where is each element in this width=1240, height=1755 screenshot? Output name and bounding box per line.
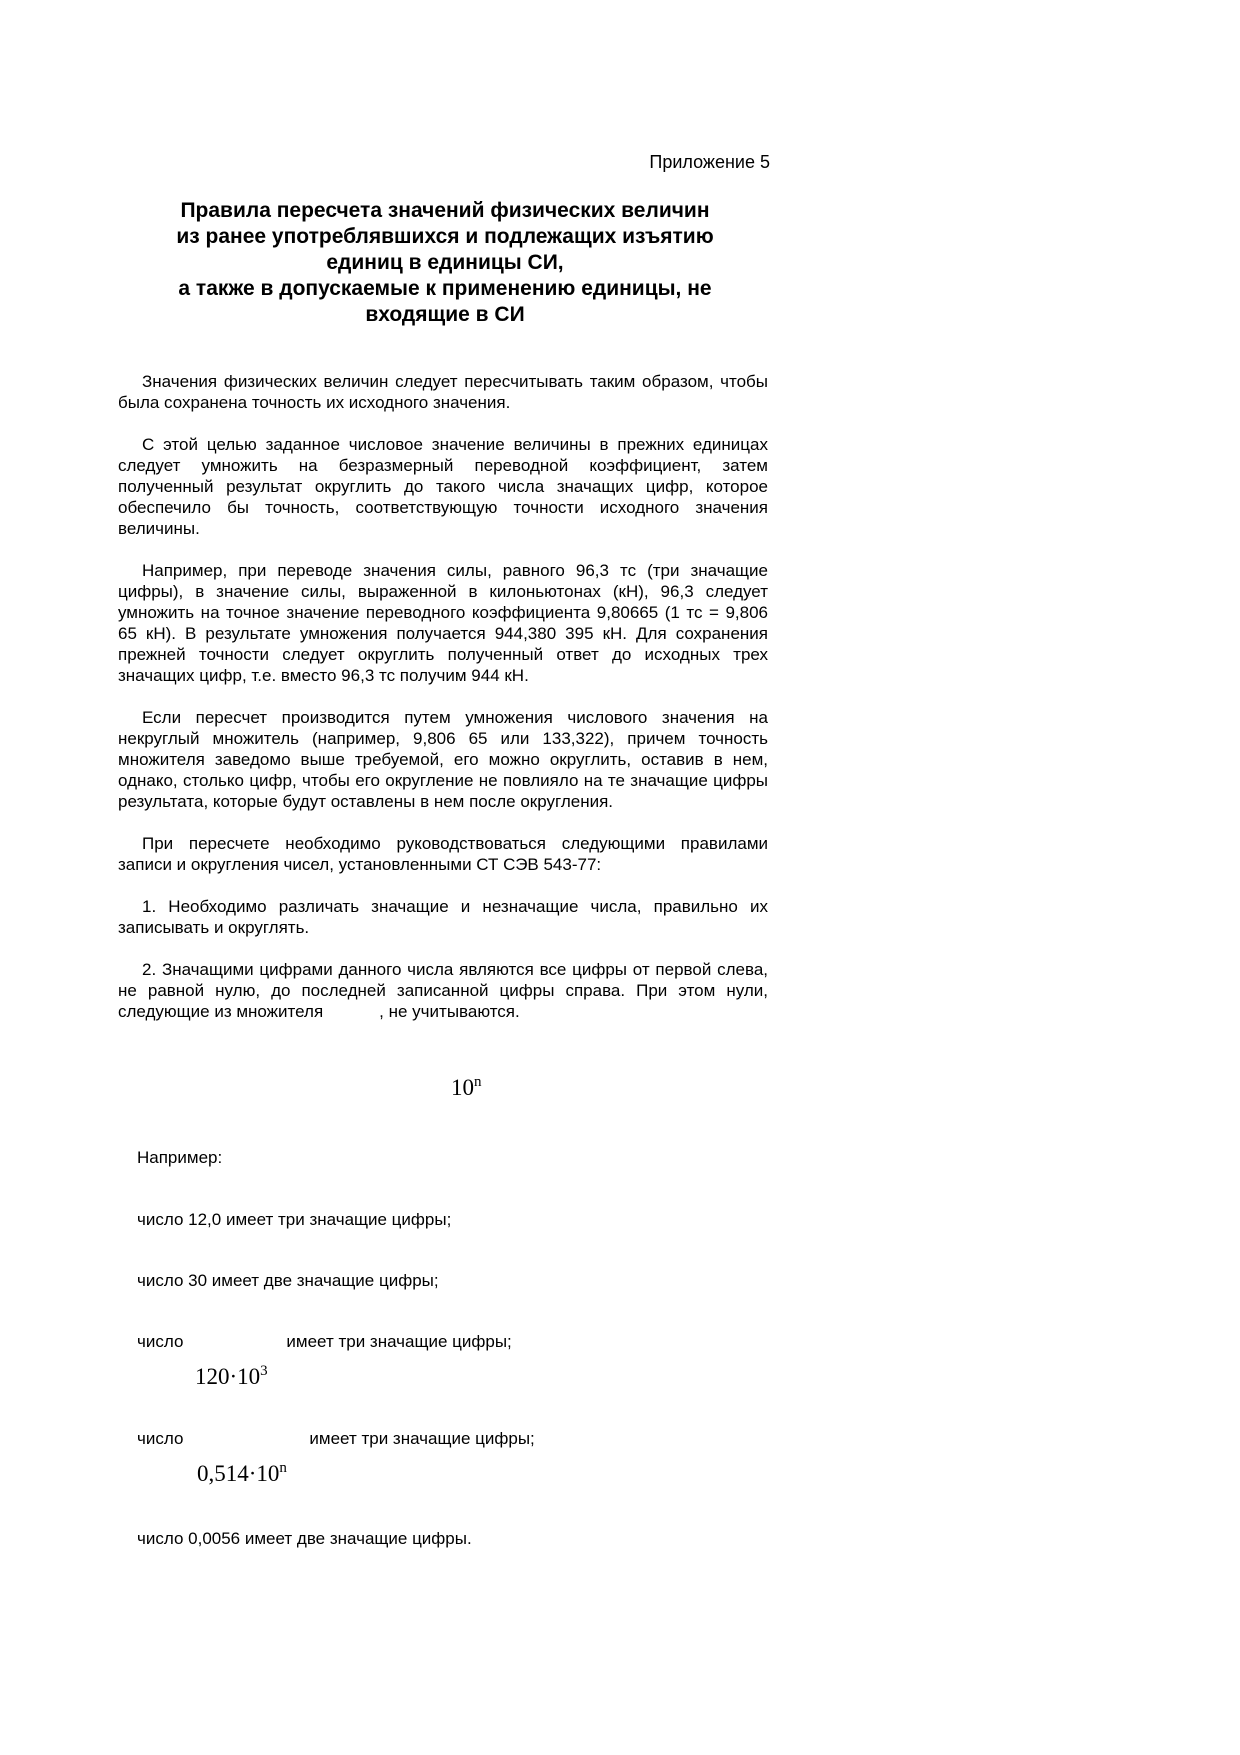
paragraph-rule-2	[118, 959, 768, 1022]
example-line: число 30 имеет две значащие цифры;	[137, 1271, 439, 1290]
example-line: число имеет три значащие цифры;	[137, 1429, 535, 1448]
example-line: число 0,0056 имеет две значащие цифры.	[137, 1529, 472, 1548]
document-body	[118, 371, 768, 1043]
paragraph: Например, при переводе значения силы, равного 96,3 тс (три значащие цифры), в значение силы, выраженной в килоньютонах (кН), 96,3 следует умножить на точное значение переводного коэффициента 9,80665 (1 тс = 9,806 65 кН). В результате умножения получается 944,380 395 кН. Для сохранения прежней точности следует округлить полученный ответ до исходных трех значащих цифр, т.е. вместо 96,3 тс получим 944 кН.	[118, 561, 768, 685]
examples-intro: Например:	[137, 1148, 223, 1167]
example-formula: $0,514\cdot 10^n$	[197, 1460, 287, 1486]
title-line: единиц в единицы СИ,	[326, 251, 564, 274]
paragraph: С этой целью заданное числовое значение величины в прежних единицах следует умножить на безразмерный переводной коэффициент, затем полученный результат округлить до такого числа значащих цифр, которое обеспечило бы точность, соответствующую точности исходного значения величины.	[118, 435, 768, 538]
power-of-ten-formula: 10$^n$	[451, 1074, 482, 1100]
example-line: число имеет три значащие цифры;	[137, 1332, 512, 1351]
paragraph: Значения физических величин следует пересчитывать таким образом, чтобы была сохранена точность их исходного значения.	[118, 372, 768, 412]
title-line: а также в допускаемые к применению единицы, не	[178, 277, 712, 300]
title-line: Правила пересчета значений физических величин	[180, 199, 710, 222]
rule2-text: 2. Значащими цифрами данного числа являются все цифры от первой слева, не равной нулю, до последней записанной цифры справа. При этом нули, следующие из множителя	[118, 960, 768, 1021]
paragraph: 1. Необходимо различать значащие и незначащие числа, правильно их записывать и округлять.	[118, 897, 768, 937]
title-line: из ранее употреблявшихся и подлежащих изъятию	[176, 225, 714, 248]
title-line: входящие в СИ	[365, 303, 525, 326]
example-line: число 12,0 имеет три значащие цифры;	[137, 1210, 452, 1229]
paragraph: При пересчете необходимо руководствоваться следующими правилами записи и округления чисел, установленными СТ СЭВ 543-77:	[118, 834, 768, 874]
example-formula: $120\cdot 10^3$	[195, 1363, 268, 1389]
document-title	[120, 198, 770, 328]
appendix-label: Приложение 5	[649, 152, 770, 172]
paragraph: Если пересчет производится путем умножения числового значения на некруглый множитель (например, 9,806 65 или 133,322), причем точность множителя заведомо выше требуемой, его можно округлить, оставив в нем, однако, столько цифр, чтобы его округление не повлияло на те значащие цифры результата, которые будут оставлены в нем после округления.	[118, 708, 768, 811]
rule2-text-after: , не учитываются.	[379, 1002, 520, 1021]
